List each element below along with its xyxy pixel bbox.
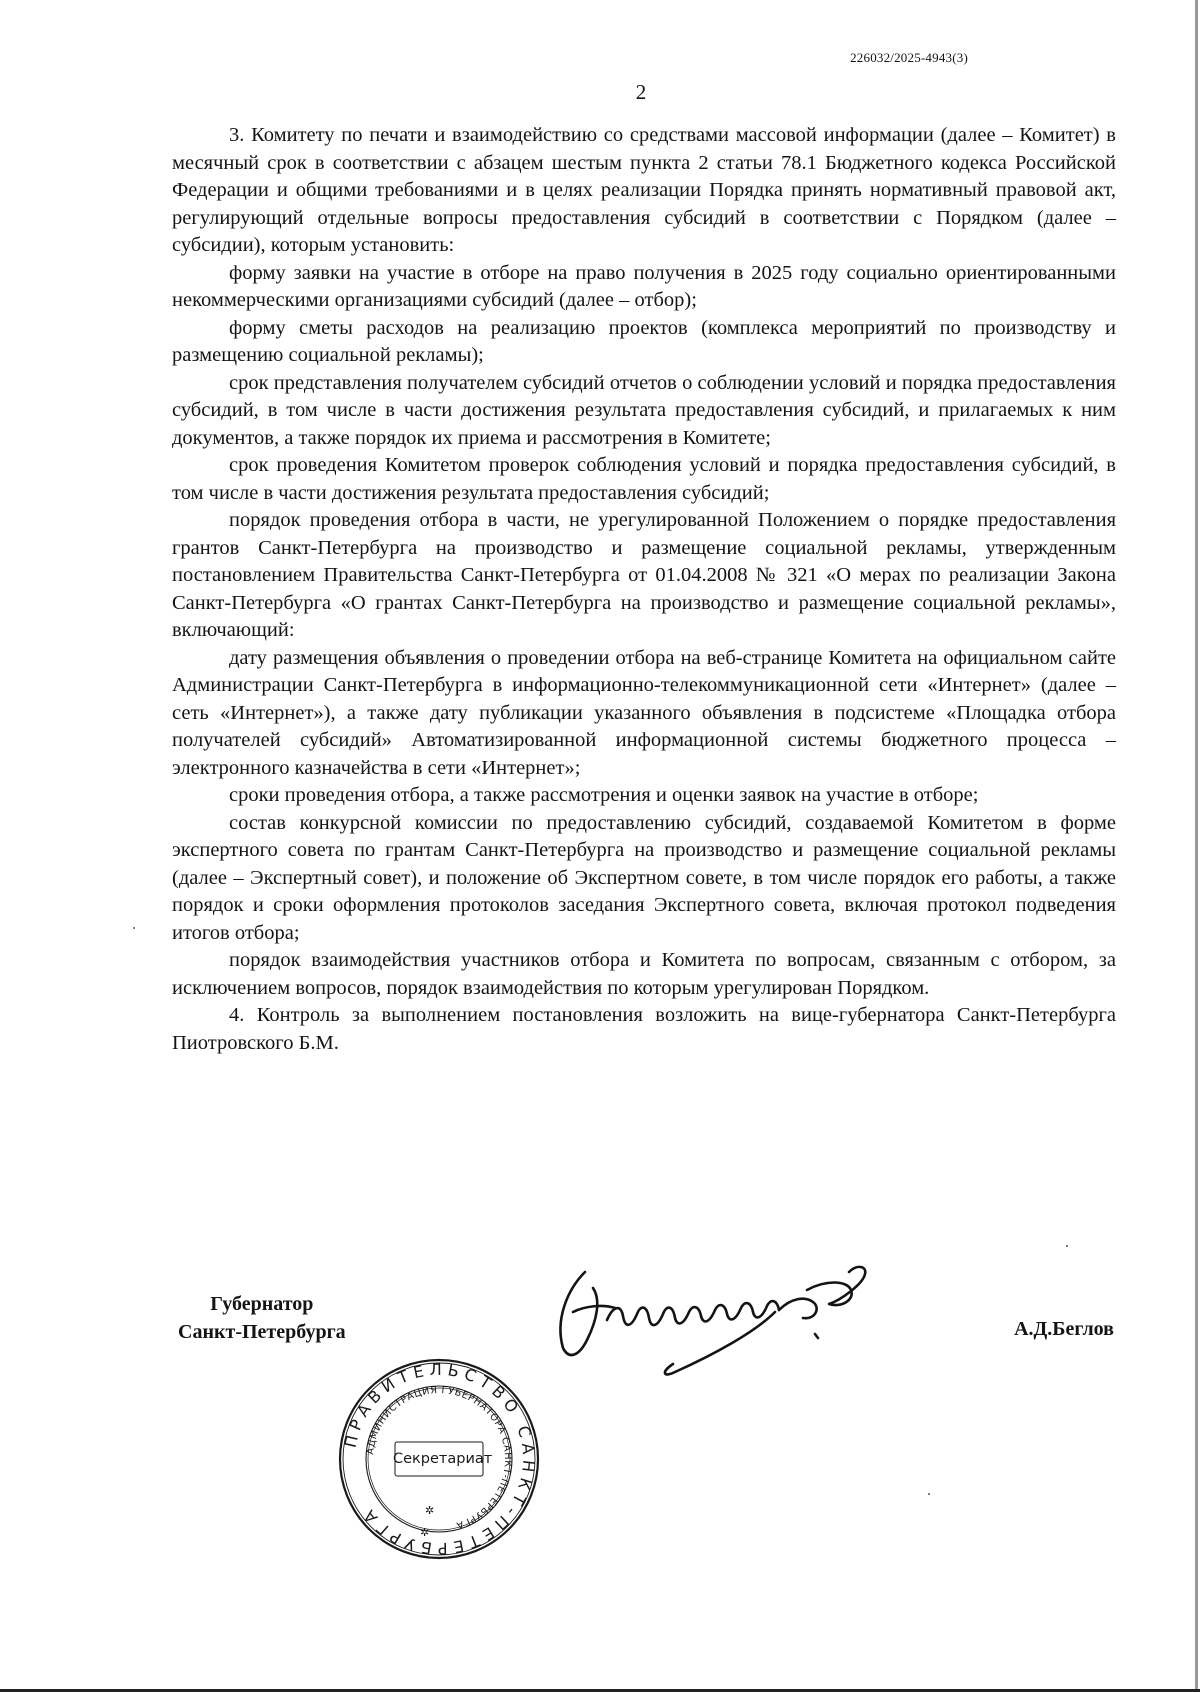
svg-text:АДМИНИСТРАЦИЯ ГУБЕРНАТОРА САНК: АДМИНИСТРАЦИЯ ГУБЕРНАТОРА САНКТ-ПЕТЕРБУРГА [365,1384,514,1531]
signatory-title-line2: Санкт-Петербурга [178,1321,346,1343]
paragraph-selection-timing: сроки проведения отбора, а также рассмотрения и оценки заявок на участие в отборе; [229,784,979,806]
signatory-title-line1: Губернатор [210,1293,314,1315]
paragraph-announcement-date: дату размещения объявления о проведении отбора на веб-странице Комитета на официальном сайте Администрации Санкт-Петербурга в информационно-телекоммуникационной сети «Интернет» (далее – сеть «Интернет»), а также дату публикации указанного объявления в подсистеме «Площадка отбора получателей субсидий» Автоматизированной информационной системы бюджетного процесса – электронного казначейства в сети «Интернет»; [172,646,1116,779]
paragraph-commission: состав конкурсной комиссии по предоставлению субсидий, создаваемой Комитетом в форме экспертного совета по грантам Санкт-Петербурга на производство и размещение социальной рекламы (далее – Экспертный совет), и положение об Экспертном совете, в том числе порядок его работы, а также порядок и сроки оформления протоколов заседания Экспертного совета, включая протокол подведения итогов отбора; [172,811,1116,944]
scan-speck [928,1493,930,1495]
svg-text:✲: ✲ [420,1526,430,1539]
paragraph-inspection-deadline: срок проведения Комитетом проверок соблюдения условий и порядка предоставления субсидий, в том числе в части достижения результата предоставления субсидий; [172,454,1116,504]
paragraph-interaction: порядок взаимодействия участников отбора и Комитета по вопросам, связанным с отбором, за исключением вопросов, порядок взаимодействия по которым урегулирован Порядком. [172,949,1116,999]
svg-text:✲: ✲ [425,1504,435,1517]
signatory-title [178,1290,346,1346]
scan-edge-right [1195,0,1198,1692]
paragraph-report-deadline: срок представления получателем субсидий отчетов о соблюдении условий и порядка предоставления субсидий, в том числе в части достижения результата предоставления субсидий, и прилагаемых к ним документов, а также порядок их приема и рассмотрения в Комитете; [172,371,1116,449]
svg-text:ПРАВИТЕЛЬСТВО САНКТ-ПЕТЕРБУРГА: ПРАВИТЕЛЬСТВО САНКТ-ПЕТЕРБУРГА [340,1359,539,1559]
seal-center-label: Секретариат [393,1451,493,1467]
signatory-name: А.Д.Беглов [1014,1318,1114,1340]
document-body [172,122,1116,1057]
page-number: 2 [635,80,647,104]
paragraph-selection-procedure: порядок проведения отбора в части, не урегулированной Положением о порядке предоставления грантов Санкт-Петербурга на производство и размещение социальной рекламы, утвержденным постановлением Правительства Санкт-Петербурга от 01.04.2008 № 321 «О мерах по реализации Закона Санкт-Петербурга «О грантах Санкт-Петербурга на производство и размещение социальной рекламы», включающий: [172,509,1116,641]
paragraph-cost-estimate: форму сметы расходов на реализацию проектов (комплекса мероприятий по производству и размещению социальной рекламы); [172,316,1116,366]
document-number: 226032/2025-4943(3) [850,50,968,65]
paragraph-item-3: 3. Комитету по печати и взаимодействию со средствами массовой информации (далее – Комитет) в месячный срок в соответствии с абзацем шестым пункта 2 статьи 78.1 Бюджетного кодекса Российской Федерации и общими требованиями и в целях реализации Порядка принять нормативный правовой акт, регулирующий отдельные вопросы предоставления субсидий в соответствии с Порядком (далее – субсидии), которым установить: [172,124,1116,256]
paragraph-application-form: форму заявки на участие в отборе на право получения в 2025 году социально ориентированными некоммерческими организациями субсидий (далее – отбор); [172,261,1116,311]
scan-speck [133,927,135,929]
handwritten-signature [545,1250,925,1385]
scan-speck [1066,1245,1068,1247]
paragraph-item-4: 4. Контроль за выполнением постановления возложить на вице-губернатора Санкт-Петербурга Пиотровского Б.М. [172,1004,1116,1054]
